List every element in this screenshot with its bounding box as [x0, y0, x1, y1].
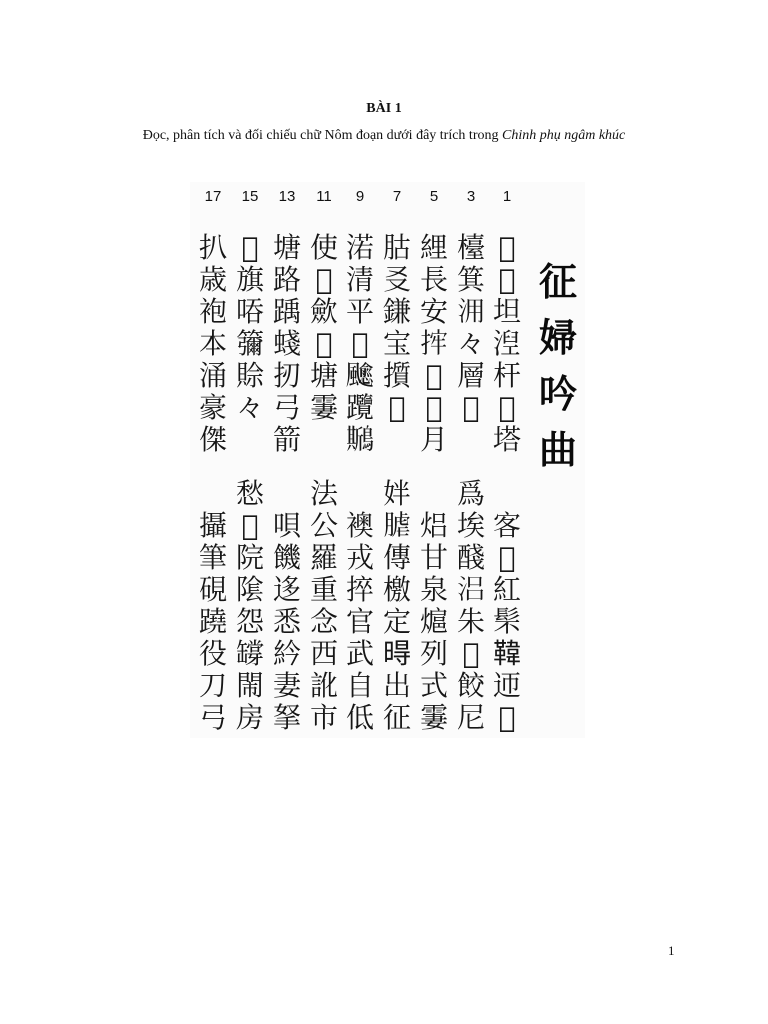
- nom-char: 捽: [345, 573, 374, 606]
- nom-char: 々: [235, 391, 264, 424]
- nom-char: 𨖲: [498, 701, 516, 734]
- nom-char: 層: [456, 359, 485, 392]
- text-column: [306, 232, 342, 424]
- nom-char: 霋: [419, 701, 448, 734]
- nom-char: 泉: [419, 573, 448, 606]
- text-column: [306, 478, 342, 734]
- nom-char: 清: [345, 263, 374, 296]
- nom-char: 𦙶: [382, 231, 411, 264]
- nom-char: 長: [419, 263, 448, 296]
- nom-char: 刀: [198, 669, 227, 702]
- nom-char: 踽: [272, 295, 301, 328]
- nom-char: 路: [272, 263, 301, 296]
- nom-char: 唄: [272, 509, 301, 542]
- nom-char: 法: [309, 477, 338, 510]
- nom-char: 埃: [456, 509, 485, 542]
- nom-char: 熩: [419, 605, 448, 638]
- text-column: [232, 232, 268, 424]
- nom-char: 㕛: [382, 263, 411, 296]
- nom-char: 涌: [198, 359, 227, 392]
- nom-char: 𦞐: [382, 509, 411, 542]
- nom-char: 𢭂: [419, 327, 448, 360]
- nom-char: 𪆁: [345, 423, 374, 456]
- nom-char: 扒: [198, 231, 227, 264]
- nom-char: 宝: [382, 327, 411, 360]
- nom-char: 塔: [492, 423, 521, 456]
- text-column: [489, 478, 525, 734]
- nom-char: 歳: [198, 263, 227, 296]
- nom-char: 蹺: [198, 605, 227, 638]
- nom-char: 怨: [235, 605, 264, 638]
- text-column: [489, 232, 525, 456]
- line-number: 7: [392, 188, 402, 205]
- nom-char: 醆: [456, 541, 485, 574]
- nom-char: 㩫: [382, 359, 411, 392]
- nom-char: 閙: [235, 669, 264, 702]
- nom-char: 市: [309, 701, 338, 734]
- nom-char: 䗃: [272, 327, 301, 360]
- nom-char: 䋥: [419, 231, 448, 264]
- nom-char: 安: [419, 295, 448, 328]
- nom-char: 西: [309, 637, 338, 670]
- nom-char: 𩄲: [425, 391, 443, 424]
- nom-char: 弓: [198, 701, 227, 734]
- nom-char: 𨕭: [498, 231, 516, 264]
- line-number: 1: [502, 188, 512, 205]
- nom-char: 姅: [382, 477, 411, 510]
- nom-char: 出: [382, 669, 411, 702]
- nom-char: 迻: [272, 573, 301, 606]
- nom-char: 役: [198, 637, 227, 670]
- nom-char: 𣈜: [382, 637, 411, 670]
- nom-char: 賒: [235, 359, 264, 392]
- nom-char: 袍: [198, 295, 227, 328]
- nom-char: 愁: [235, 477, 264, 510]
- page-number: 1: [668, 943, 675, 958]
- text-column: [269, 478, 305, 734]
- text-column: [453, 232, 489, 424]
- line-number: 13: [278, 188, 296, 205]
- nom-char: 傑: [198, 423, 227, 456]
- nom-char: 傳: [382, 541, 411, 574]
- nom-char: 念: [309, 605, 338, 638]
- nom-char: 𨧟: [462, 637, 480, 670]
- nom-char: 𨖲: [462, 391, 480, 424]
- nom-char: 本: [198, 327, 227, 360]
- nom-char: 朱: [456, 605, 485, 638]
- nom-char: 𡗶: [498, 263, 516, 296]
- title-char: 曲: [538, 427, 577, 472]
- exercise-instruction: [0, 128, 768, 144]
- line-number: 17: [204, 188, 222, 205]
- text-column: [195, 478, 231, 734]
- nom-char: 官: [345, 605, 374, 638]
- nom-char: 𨈇: [345, 391, 374, 424]
- nom-char: 焒: [419, 509, 448, 542]
- nom-char: 羅: [309, 541, 338, 574]
- nom-char: 檄: [382, 573, 411, 606]
- nom-char: 餃: [456, 669, 485, 702]
- nom-char: 塘: [309, 359, 338, 392]
- nom-char: 𣳔: [456, 295, 485, 328]
- nom-char: 塘: [272, 231, 301, 264]
- line-number: 5: [429, 188, 439, 205]
- nom-char: 饑: [272, 541, 301, 574]
- line-number-row: [190, 188, 585, 218]
- work-title: Chinh phụ ngâm khúc: [502, 128, 626, 143]
- exercise-heading: BÀI 1: [366, 101, 402, 116]
- line-number: 3: [466, 188, 476, 205]
- title-char: 吟: [538, 371, 577, 416]
- title-char: 征: [538, 259, 577, 304]
- text-column: [379, 232, 415, 424]
- nom-char: 鎌: [382, 295, 411, 328]
- nom-char: 杆: [492, 359, 521, 392]
- nom-char: 湼: [492, 327, 521, 360]
- nom-char: 𦝄: [498, 391, 516, 424]
- nom-char: 箕: [456, 263, 485, 296]
- nom-char: 甘: [419, 541, 448, 574]
- nom-char: 院: [235, 541, 264, 574]
- nom-char: 襖: [345, 509, 374, 542]
- nom-char: 式: [419, 669, 448, 702]
- text-column: [232, 478, 268, 734]
- nom-char: 豪: [198, 391, 227, 424]
- nom-char: 紟: [272, 637, 301, 670]
- nom-char: 𩙍: [345, 359, 375, 392]
- text-column: [379, 478, 415, 734]
- nom-char: 公: [309, 509, 338, 542]
- line-number: 9: [355, 188, 365, 205]
- poem-title: [531, 254, 585, 478]
- nom-char: 𨖅: [241, 509, 259, 542]
- nom-char: 定: [382, 605, 411, 638]
- nom-char: 渃: [345, 231, 374, 264]
- nom-char: 迊: [492, 669, 521, 702]
- nom-char: 使: [309, 231, 338, 264]
- nom-char: 𦉘: [235, 637, 264, 670]
- nom-char: 房: [235, 701, 264, 734]
- nom-char: 攝: [198, 509, 227, 542]
- nom-char: 平: [345, 295, 374, 328]
- nom-char: 扨: [272, 359, 301, 392]
- title-char: 婦: [538, 315, 577, 360]
- nom-char: 𡗶: [315, 263, 333, 296]
- text-column: [453, 478, 489, 734]
- nom-char: 低: [345, 701, 374, 734]
- nom-char: 箭: [272, 423, 301, 456]
- instruction-text: Đọc, phân tích và đối chiếu chữ Nôm đoạn dưới đây trích trong: [142, 128, 502, 143]
- nom-char: 悉: [272, 605, 301, 638]
- nom-char: 月: [419, 423, 448, 456]
- text-column: [416, 232, 452, 456]
- text-column: [269, 232, 305, 456]
- nom-char: 𩄲: [241, 231, 259, 264]
- nom-char: 隂: [235, 573, 264, 606]
- nom-char: 妻: [272, 669, 301, 702]
- nom-char: 戎: [345, 541, 374, 574]
- nom-char: 紅: [492, 573, 521, 606]
- nom-char: 自: [345, 669, 374, 702]
- nom-text-scan: [190, 182, 585, 738]
- nom-char: 𠴖: [315, 327, 333, 360]
- nom-char: 𤈜: [351, 327, 369, 360]
- nom-char: 旗: [235, 263, 264, 296]
- nom-char: 檯: [456, 231, 485, 264]
- nom-char: 尼: [456, 701, 485, 734]
- nom-char: 䯱: [492, 605, 521, 638]
- line-number: 15: [241, 188, 259, 205]
- nom-char: 拏: [272, 701, 301, 734]
- nom-char: 𩢬: [498, 541, 516, 574]
- text-column: [416, 478, 452, 734]
- nom-char: 𢀨: [388, 391, 406, 424]
- nom-char: 㖔: [235, 295, 264, 328]
- nom-char: 征: [382, 701, 411, 734]
- nom-char: 訛: [309, 669, 338, 702]
- nom-char: 武: [345, 637, 374, 670]
- nom-char: 𢵉: [425, 359, 443, 392]
- nom-char: 䉲: [235, 327, 264, 360]
- nom-char: 列: [419, 637, 448, 670]
- text-column: [342, 232, 378, 456]
- text-column: [195, 232, 231, 456]
- nom-char: 歛: [309, 295, 338, 328]
- nom-char: 爲: [456, 477, 485, 510]
- line-number: 11: [316, 188, 332, 205]
- nom-char: 客: [492, 509, 521, 542]
- nom-char: 𩋾: [492, 637, 521, 670]
- nom-char: 𣳮: [456, 573, 485, 606]
- nom-char: 筆: [198, 541, 227, 574]
- nom-char: 々: [456, 327, 485, 360]
- text-column: [342, 478, 378, 734]
- nom-char: 弓: [272, 391, 301, 424]
- nom-char: 重: [309, 573, 338, 606]
- nom-char: 坦: [492, 295, 521, 328]
- nom-char: 霋: [309, 391, 338, 424]
- nom-char: 硯: [198, 573, 227, 606]
